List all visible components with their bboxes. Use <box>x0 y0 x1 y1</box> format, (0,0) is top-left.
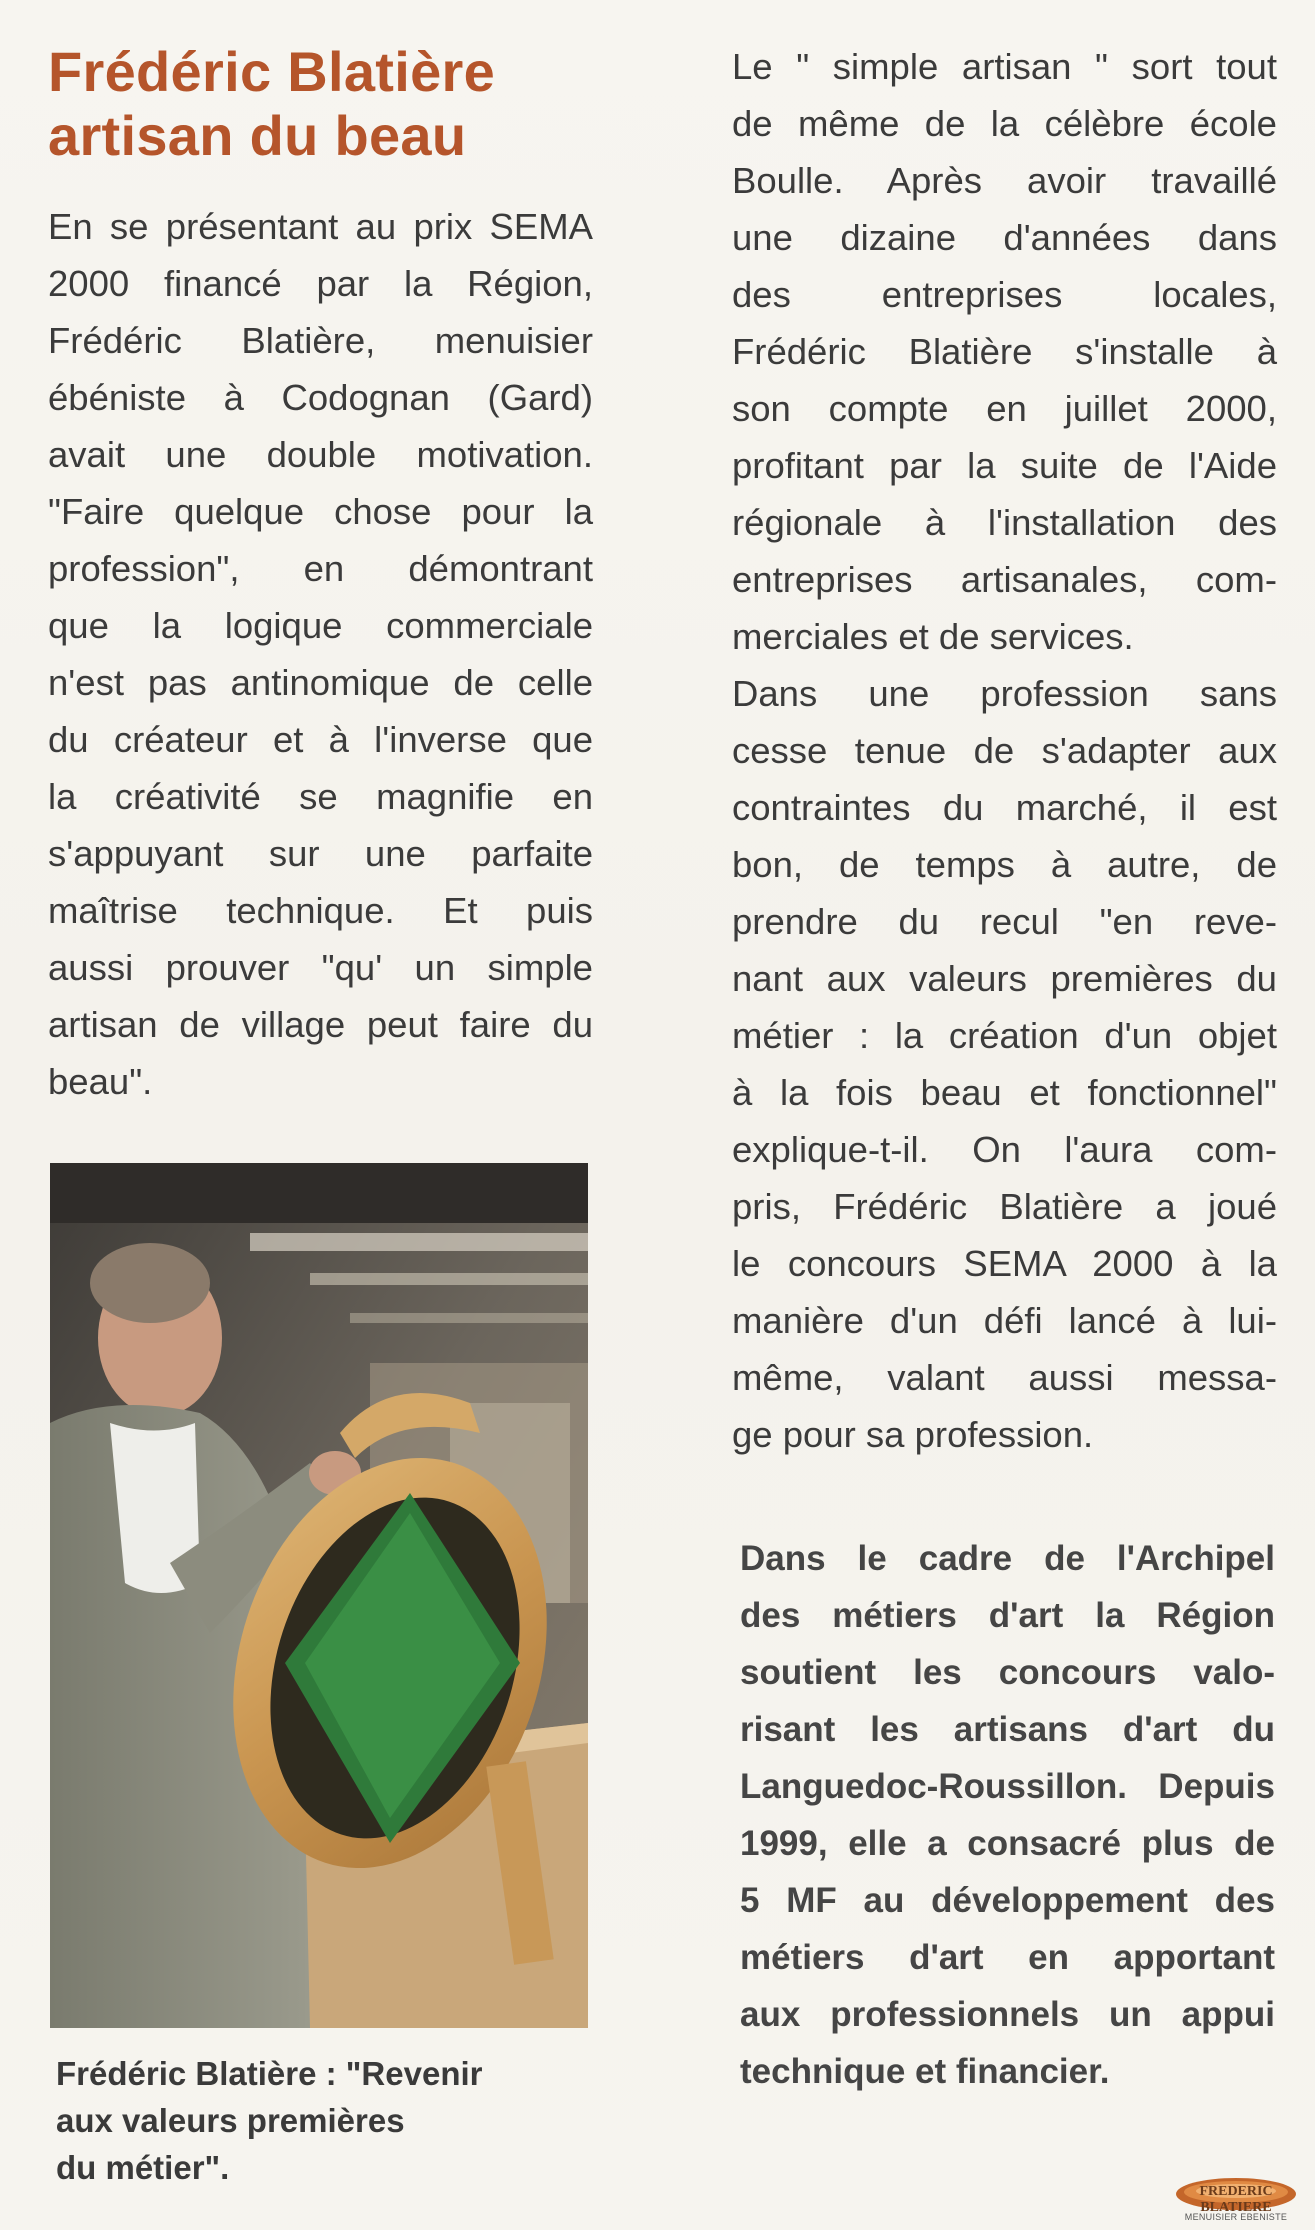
text-line: son compte en juillet 2000, <box>732 388 1277 429</box>
text-line: que la logique commerciale <box>48 605 593 646</box>
text-line: contraintes du marché, il est <box>732 787 1277 828</box>
text-line: 2000 financé par la Région, <box>48 263 593 304</box>
text-line: Frédéric Blatière s'installe à <box>732 331 1277 372</box>
text-line: cesse tenue de s'adapter aux <box>732 730 1277 771</box>
text-line: ge pour sa profession. <box>732 1414 1094 1455</box>
text-line: maîtrise technique. Et puis <box>48 890 593 931</box>
text-line: avait une double motivation. <box>48 434 593 475</box>
text-line: s'appuyant sur une parfaite <box>48 833 593 874</box>
text-line: manière d'un défi lancé à lui- <box>732 1300 1277 1341</box>
blatiere-logo <box>1172 2170 1300 2226</box>
text-line: la créativité se magnifie en <box>48 776 593 817</box>
title-line: artisan du beau <box>48 104 467 167</box>
title-line: Frédéric Blatière <box>48 40 496 103</box>
text-line: des entreprises locales, <box>732 274 1277 315</box>
text-line: profession", en démontrant <box>48 548 593 589</box>
text-line: une dizaine d'années dans <box>732 217 1277 258</box>
text-line: prendre du recul "en reve- <box>732 901 1277 942</box>
text-line: technique et financier. <box>740 2052 1110 2091</box>
artisan-photo <box>50 1163 588 2028</box>
text-line: à la fois beau et fonctionnel" <box>732 1072 1277 1113</box>
article-title <box>48 40 593 168</box>
text-line: nant aux valeurs premières du <box>732 958 1277 999</box>
text-line: aux professionnels un appui <box>740 1995 1275 2034</box>
text-line: En se présentant au prix SEMA <box>48 206 593 247</box>
left-body-text <box>48 198 593 1110</box>
text-line: des métiers d'art la Région <box>740 1596 1275 1635</box>
workshop-photo-illustration <box>50 1163 588 2028</box>
logo-subtitle: MENUISIER EBENISTE <box>1184 2212 1288 2222</box>
text-line: 1999, elle a consacré plus de <box>740 1824 1275 1863</box>
text-line: Le " simple artisan " sort tout <box>732 46 1277 87</box>
text-line: de même de la célèbre école <box>732 103 1277 144</box>
text-line: artisan de village peut faire du <box>48 1004 593 1045</box>
text-line: aussi prouver "qu' un simple <box>48 947 593 988</box>
caption-line: du métier". <box>56 2149 230 2186</box>
text-line: 5 MF au développement des <box>740 1881 1275 1920</box>
text-line: Boulle. Après avoir travaillé <box>732 160 1277 201</box>
text-line: soutient les concours valo- <box>740 1653 1275 1692</box>
text-line: pris, Frédéric Blatière a joué <box>732 1186 1277 1227</box>
text-line: "Faire quelque chose pour la <box>48 491 593 532</box>
caption-line: Frédéric Blatière : "Revenir <box>56 2055 483 2092</box>
text-line: beau". <box>48 1061 153 1102</box>
caption-line: aux valeurs premières <box>56 2102 405 2139</box>
text-line: métier : la création d'un objet <box>732 1015 1277 1056</box>
right-column <box>732 38 1277 1463</box>
text-line: régionale à l'installation des <box>732 502 1277 543</box>
photo-caption <box>56 2050 586 2191</box>
text-line: Frédéric Blatière, menuisier <box>48 320 593 361</box>
text-line: bon, de temps à autre, de <box>732 844 1277 885</box>
text-line: Languedoc-Roussillon. Depuis <box>740 1767 1275 1806</box>
text-line: métiers d'art en apportant <box>740 1938 1275 1977</box>
text-line: le concours SEMA 2000 à la <box>732 1243 1277 1284</box>
text-line: même, valant aussi messa- <box>732 1357 1277 1398</box>
text-line: du créateur et à l'inverse que <box>48 719 593 760</box>
text-line: risant les artisans d'art du <box>740 1710 1275 1749</box>
right-body-text <box>732 38 1277 1463</box>
text-line: Dans une profession sans <box>732 673 1277 714</box>
region-support-paragraph <box>740 1530 1275 2100</box>
text-line: explique-t-il. On l'aura com- <box>732 1129 1277 1170</box>
text-line: Dans le cadre de l'Archipel <box>740 1539 1275 1578</box>
text-line: entreprises artisanales, com- <box>732 559 1277 600</box>
text-line: n'est pas antinomique de celle <box>48 662 593 703</box>
text-line: profitant par la suite de l'Aide <box>732 445 1277 486</box>
logo-text: FREDERIC BLATIERE <box>1199 2184 1273 2215</box>
text-line: merciales et de services. <box>732 616 1134 657</box>
text-line: ébéniste à Codognan (Gard) <box>48 377 593 418</box>
left-column <box>48 40 593 1110</box>
